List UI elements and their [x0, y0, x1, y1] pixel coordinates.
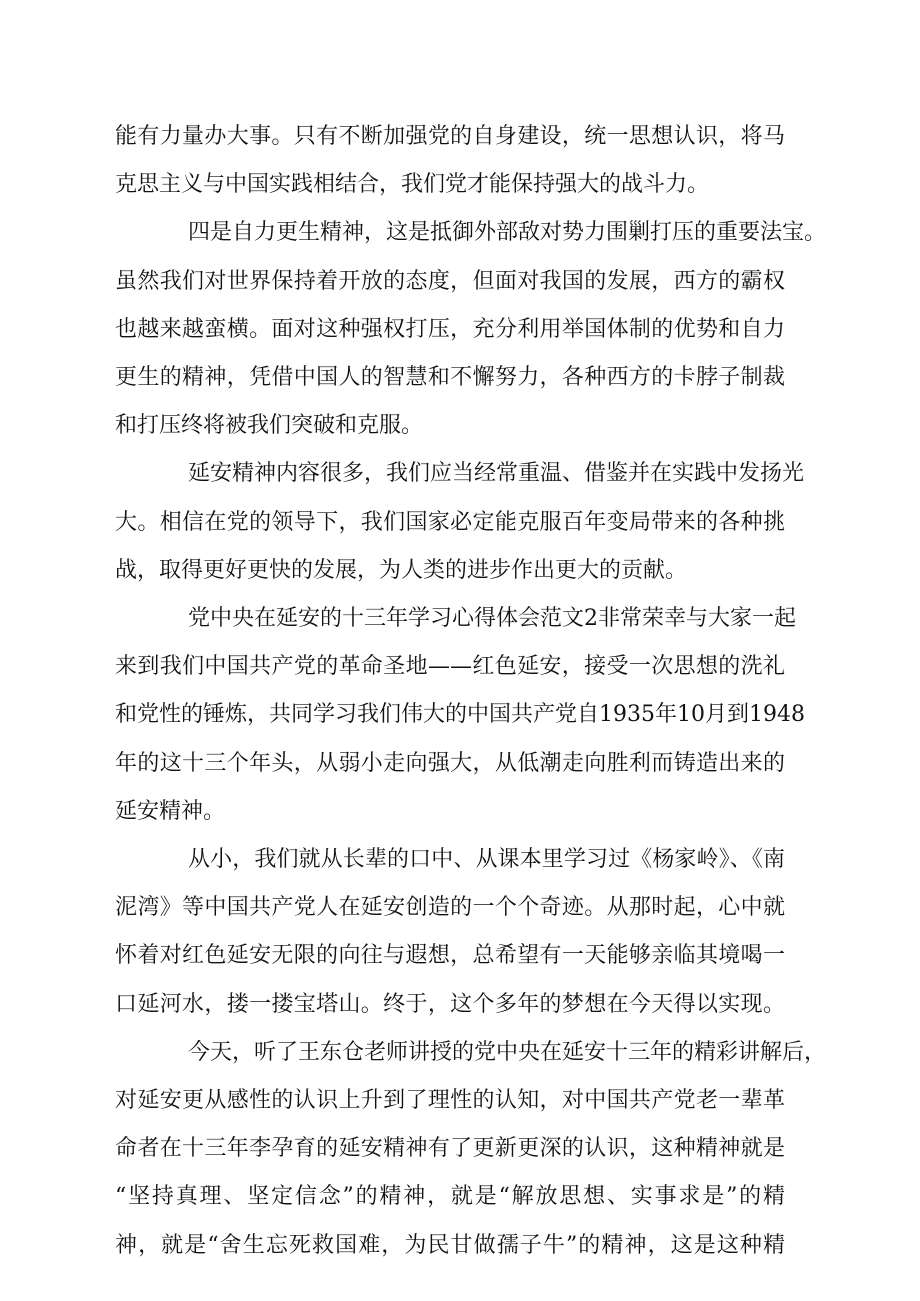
text-line: 泥湾》等中国共产党人在延安创造的一个个奇迹。从那时起，心中就 — [115, 895, 785, 921]
text-line: 虽然我们对世界保持着开放的态度，但面对我国的发展，西方的霸权 — [115, 268, 785, 294]
paragraph-start-line: 从小，我们就从长辈的口中、从课本里学习过《杨家岭》、《南 — [188, 847, 785, 872]
text-line: 也越来越蛮横。面对这种强权打压，充分利用举国体制的优势和自力 — [115, 316, 785, 342]
text-line: 延安精神。 — [115, 798, 226, 824]
text-line: 来到我们中国共产党的革命圣地——红色延安，接受一次思想的洗礼 — [115, 654, 785, 680]
text-line: 克思主义与中国实践相结合，我们党才能保持强大的战斗力。 — [115, 172, 710, 198]
paragraph-start-line: 今天，听了王东仓老师讲授的党中央在延安十三年的精彩讲解后， — [188, 1039, 827, 1065]
text-line: 和打压终将被我们突破和克服。 — [115, 413, 424, 439]
text-line: 和党性的锤炼，共同学习我们伟大的中国共产党自1935年10月到1948 — [115, 702, 805, 728]
text-line: 战，取得更好更快的发展，为人类的进步作出更大的贡献。 — [115, 557, 688, 583]
text-line: 对延安更从感性的认识上升到了理性的认知，对中国共产党老一辈革 — [115, 1088, 785, 1113]
text-line: 口延河水，搂一搂宝塔山。终于，这个多年的梦想在今天得以实现。 — [115, 991, 785, 1017]
text-line: 更生的精神，凭借中国人的智慧和不懈努力，各种西方的卡脖子制裁 — [115, 365, 785, 390]
text-line: 怀着对红色延安无限的向往与遐想，总希望有一天能够亲临其境喝一 — [115, 943, 785, 969]
paragraph-start-line: 延安精神内容很多，我们应当经常重温、借鉴并在实践中发扬光 — [188, 461, 805, 487]
text-line: 年的这十三个年头，从弱小走向强大，从低潮走向胜利而铸造出来的 — [115, 750, 785, 776]
text-line: 命者在十三年李孕育的延安精神有了更新更深的认识，这种精神就是 — [115, 1136, 785, 1162]
text-line: 能有力量办大事。只有不断加强党的自身建设，统一思想认识，将马 — [115, 124, 785, 149]
text-line: 大。相信在党的领导下，我们国家必定能克服百年变局带来的各种挑 — [115, 509, 785, 535]
text-line: 神，就是“舍生忘死救国难，为民甘做孺子牛”的精神，这是这种精 — [115, 1232, 785, 1258]
text-line: “坚持真理、坚定信念”的精神，就是“解放思想、实事求是”的精 — [115, 1184, 785, 1210]
paragraph-start-line: 党中央在延安的十三年学习心得体会范文2非常荣幸与大家一起 — [188, 606, 796, 631]
paragraph-start-line: 四是自力更生精神，这是抵御外部敌对势力围剿打压的重要法宝。 — [188, 220, 827, 246]
